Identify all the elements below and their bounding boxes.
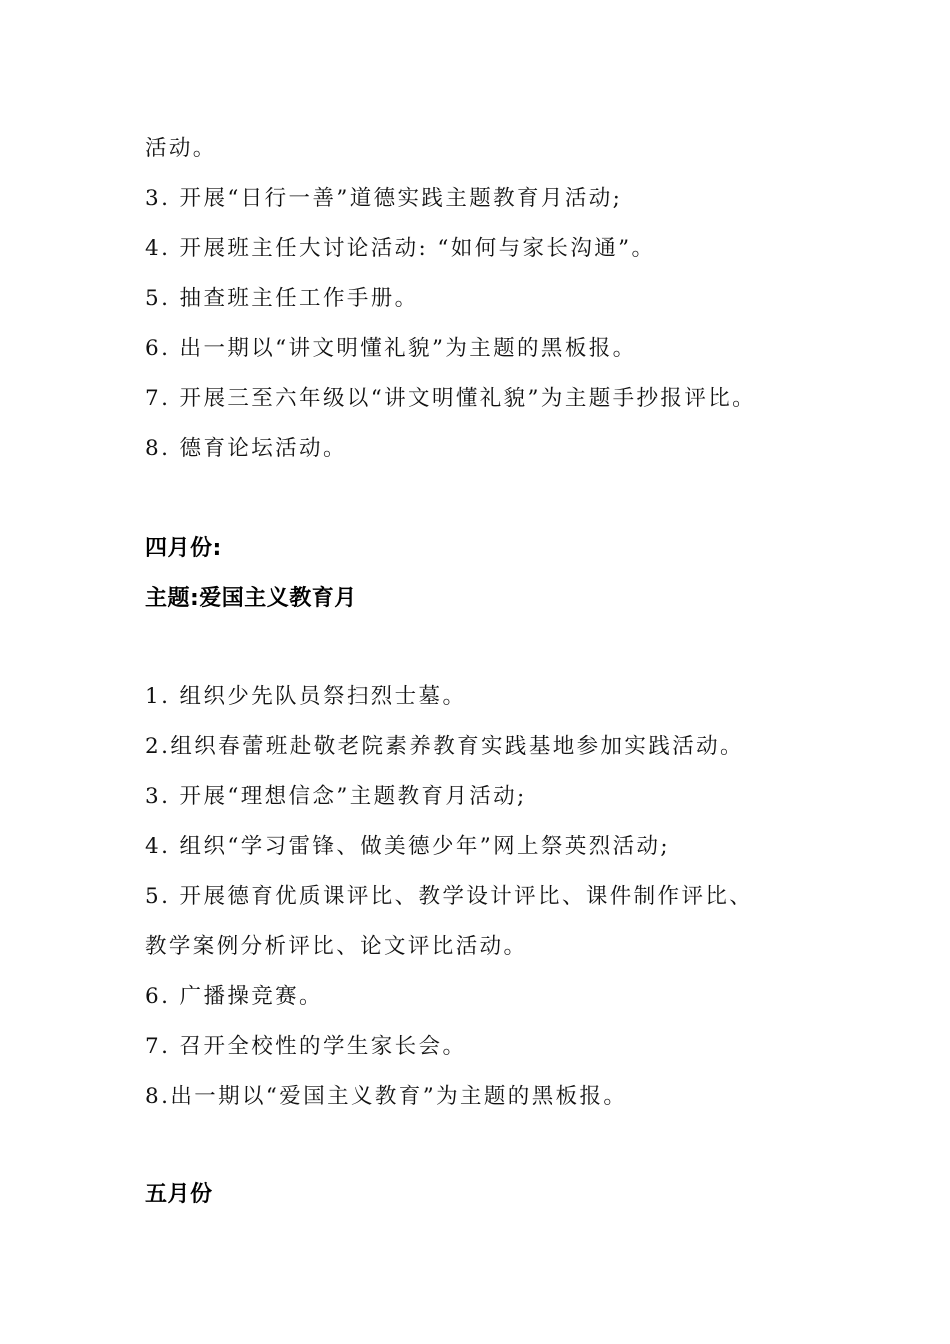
april-item-1: 1. 组织少先队员祭扫烈士墓。 — [145, 684, 467, 709]
april-item-2: 2.组织春蕾班赴敬老院素养教育实践基地参加实践活动。 — [145, 734, 744, 759]
april-item-3: 3. 开展“理想信念”主题教育月活动; — [145, 784, 527, 809]
april-theme: 主题:爱国主义教育月 — [145, 586, 357, 611]
may-heading: 五月份 — [145, 1182, 213, 1207]
april-item-7: 7. 召开全校性的学生家长会。 — [145, 1034, 467, 1059]
april-heading: 四月份: — [145, 536, 222, 561]
march-item-5: 5. 抽查班主任工作手册。 — [145, 286, 419, 311]
april-item-8: 8.出一期以“爱国主义教育”为主题的黑板报。 — [145, 1084, 628, 1109]
march-item-7: 7. 开展三至六年级以“讲文明懂礼貌”为主题手抄报评比。 — [145, 386, 757, 411]
april-item-5: 5. 开展德育优质课评比、教学设计评比、课件制作评比、 — [145, 884, 754, 909]
march-continuation: 活动。 — [145, 136, 217, 161]
april-item-4: 4. 组织“学习雷锋、做美德少年”网上祭英烈活动; — [145, 834, 671, 859]
march-item-6: 6. 出一期以“讲文明懂礼貌”为主题的黑板报。 — [145, 336, 637, 361]
march-item-4: 4. 开展班主任大讨论活动: “如何与家长沟通”。 — [145, 236, 656, 261]
april-item-6: 6. 广播操竞赛。 — [145, 984, 323, 1009]
march-item-8: 8. 德育论坛活动。 — [145, 436, 347, 461]
april-item-5-continuation: 教学案例分析评比、论文评比活动。 — [145, 934, 528, 959]
march-item-3: 3. 开展“日行一善”道德实践主题教育月活动; — [145, 186, 623, 211]
